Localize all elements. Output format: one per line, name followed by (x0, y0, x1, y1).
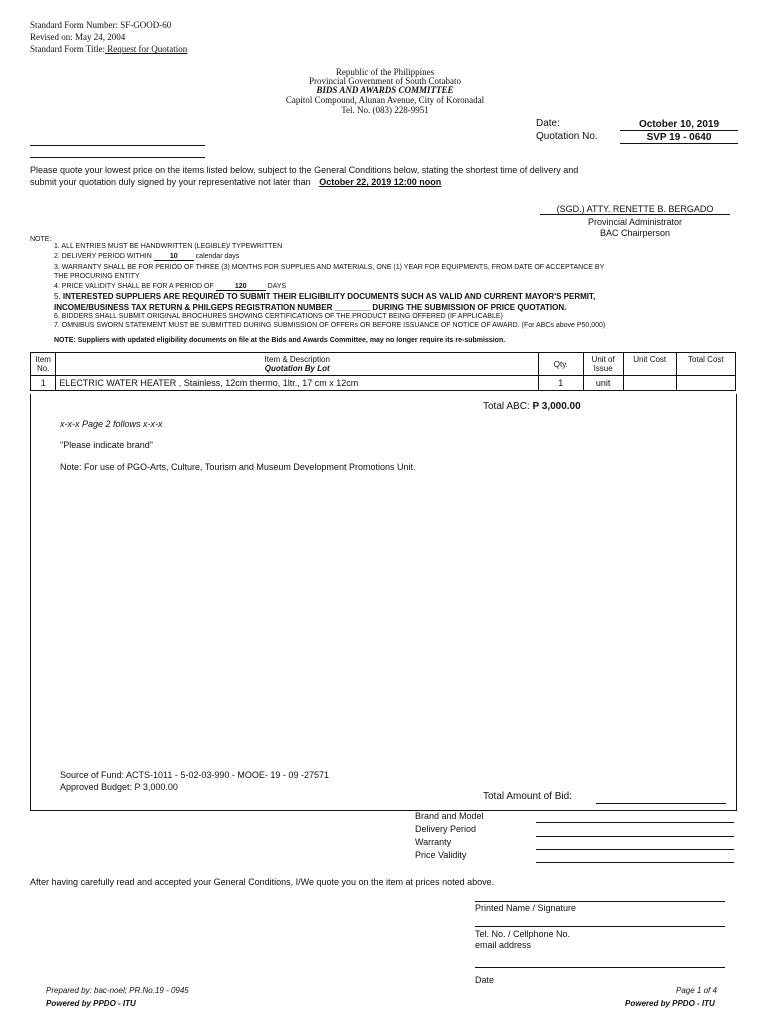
table-header-row (31, 353, 736, 376)
deadline: October 22, 2019 12:00 noon (319, 177, 442, 187)
note-2-text: 2. DELIVERY PERIOD WITHIN (54, 253, 152, 260)
note-6: 6. BIDDERS SHALL SUBMIT ORIGINAL BROCHURES SHOWING CERTIFICATIONS OF THE PRODUCT BEING OFFERED (IF APPLICABLE) (54, 313, 503, 320)
col-qty: Qty. (539, 353, 583, 376)
revised-date: Revised on: May 24, 2004 (30, 32, 126, 42)
row-unit-cost[interactable] (623, 376, 676, 391)
col-unit: Unit of Issue (583, 353, 623, 376)
brand-field[interactable] (536, 822, 734, 823)
page-number: Page 1 of 4 (676, 986, 717, 995)
row-unit: unit (583, 376, 623, 391)
addressee-line-2 (30, 157, 205, 158)
col-unit-cost: Unit Cost (623, 353, 676, 376)
acceptance-statement: After having carefully read and accepted your General Conditions, I/We quote you on the item at prices noted above. (30, 877, 495, 887)
col-description (56, 353, 539, 376)
brand-note: "Please indicate brand" (60, 440, 153, 450)
row-total-cost[interactable] (676, 376, 735, 391)
signatory-title1: Provincial Administrator (587, 217, 683, 227)
contact-line[interactable] (475, 926, 725, 927)
agency-line3: BIDS AND AWARDS COMMITTEE (316, 85, 454, 95)
col-item-no: Item No. (31, 353, 56, 376)
delivery-field[interactable] (536, 836, 734, 837)
powered-left: Powered by PPDO - ITU (46, 999, 136, 1008)
brand-label: Brand and Model (415, 811, 484, 821)
note-4-suffix: DAYS (267, 283, 287, 290)
item-details-box (30, 394, 737, 811)
validity-field[interactable] (536, 862, 734, 863)
prepared-by: Prepared by: bac-noel; PR.No.19 - 0945 (46, 986, 189, 995)
source-of-fund: Source of Fund: ACTS-1011 - 5-02-03-990 - MOOE- 19 - 09 -27571 (60, 770, 329, 780)
col-description-sub: Quotation By Lot (264, 364, 330, 373)
form-title-row (30, 44, 187, 54)
note-2 (54, 253, 239, 261)
form-title-label: Standard Form Title: (30, 44, 106, 54)
note-3b: THE PROCURING ENTITY (54, 273, 140, 280)
quotation-value: SVP 19 - 0640 (620, 132, 738, 144)
note-5-num: 5. (54, 292, 61, 301)
signatory-name: (SGD.) ATTY. RENETTE B. BERGADO (540, 204, 730, 215)
signatory-title2: BAC Chairperson (599, 228, 671, 238)
note-eligibility: NOTE: Suppliers with updated eligibility documents on file at the Bids and Awards Committee, may no longer require its re-submission. (54, 337, 506, 344)
delivery-days: 10 (154, 253, 194, 261)
form-number: Standard Form Number: SF-GOOD-60 (30, 20, 172, 30)
note-7: 7. OMNIBUS SWORN STATEMENT MUST BE SUBMITTED DURING SUBMISSION OF OFFERs OR BEFORE ISSUANCE OF NOTICE OF AWARD. (For ABCs above P50,000) (54, 322, 606, 329)
date-label: Date: (536, 118, 560, 129)
printed-name-label: Printed Name / Signature (475, 903, 577, 913)
note-1: 1. ALL ENTRIES MUST BE HANDWRITTEN (LEGIBLE)/ TYPEWRITTEN (54, 243, 283, 250)
agency-line5: Tel. No. (083) 228-9951 (341, 105, 429, 115)
total-abc-label: Total ABC: (483, 401, 530, 412)
agency-line4: Capitol Compound, Alunan Avenue, City of Koronadal (285, 95, 485, 105)
validity-days: 120 (216, 283, 266, 291)
form-title: Request for Quotation (105, 44, 188, 54)
note-4 (54, 283, 286, 291)
total-bid-label: Total Amount of Bid: (483, 791, 572, 802)
agency-line1: Republic of the Philippines (335, 67, 435, 77)
total-abc (483, 401, 581, 412)
note-5a-text: INTERESTED SUPPLIERS ARE REQUIRED TO SUBMIT THEIR ELIGIBILITY DOCUMENTS SUCH AS VALID AND CURRENT MAYOR'S PERMIT, (62, 292, 596, 301)
note-3a: 3. WARRANTY SHALL BE FOR PERIOD OF THREE (3) MONTHS FOR SUPPLIES AND MATERIALS, ONE (1) YEAR FOR EQUIPMENTS, FROM DATE OF ACCEPTANCE BY (54, 264, 605, 271)
note-5a (54, 292, 595, 301)
row-qty: 1 (539, 376, 583, 391)
table-row (31, 376, 736, 391)
tel-label: Tel. No. / Cellphone No. (475, 929, 571, 939)
note-2-suffix: calendar days (195, 253, 240, 260)
intro-line2-text: submit your quotation duly signed by your representative not later than (30, 177, 311, 187)
total-abc-value: P 3,000.00 (532, 401, 581, 412)
row-description: ELECTRIC WATER HEATER , Stainless, 12cm thermo, 1ltr., 17 cm x 12cm (56, 376, 539, 391)
warranty-label: Warranty (415, 837, 452, 847)
powered-right: Powered by PPDO - ITU (625, 999, 715, 1008)
note-5b: INCOME/BUSINESS TAX RETURN & PHILGEPS REGISTRATION NUMBER ________ DURING THE SUBMISSION OF PRICE QUOTATION. (54, 303, 567, 312)
addressee-line-1 (30, 145, 205, 146)
date-value: October 10, 2019 (620, 119, 738, 131)
date-line[interactable] (475, 967, 725, 968)
date-sign-label: Date (475, 975, 495, 985)
agency-line2: Provincial Government of South Cotabato (309, 76, 461, 86)
signature-line[interactable] (475, 901, 725, 902)
approved-budget: Approved Budget: P 3,000.00 (60, 782, 178, 792)
note-label: NOTE: (30, 236, 52, 243)
intro-line1: Please quote your lowest price on the items listed below, subject to the General Conditions below, stating the shortest time of delivery and (30, 165, 579, 175)
col-description-title: Item & Description (264, 355, 330, 364)
delivery-label: Delivery Period (415, 824, 477, 834)
note-4-text: 4. PRICE VALIDITY SHALL BE FOR A PERIOD OF (54, 283, 214, 290)
warranty-field[interactable] (536, 849, 734, 850)
email-label: email address (475, 940, 532, 950)
page-follows: x-x-x Page 2 follows x-x-x (60, 419, 163, 429)
row-item-no: 1 (31, 376, 56, 391)
col-total-cost: Total Cost (676, 353, 735, 376)
items-table (30, 352, 736, 391)
total-bid-field[interactable] (596, 803, 726, 804)
quotation-label: Quotation No. (536, 131, 598, 142)
use-note: Note: For use of PGO-Arts, Culture, Tourism and Museum Development Promotions Unit. (60, 462, 416, 472)
intro-line2 (30, 177, 441, 187)
validity-label: Price Validity (415, 850, 467, 860)
